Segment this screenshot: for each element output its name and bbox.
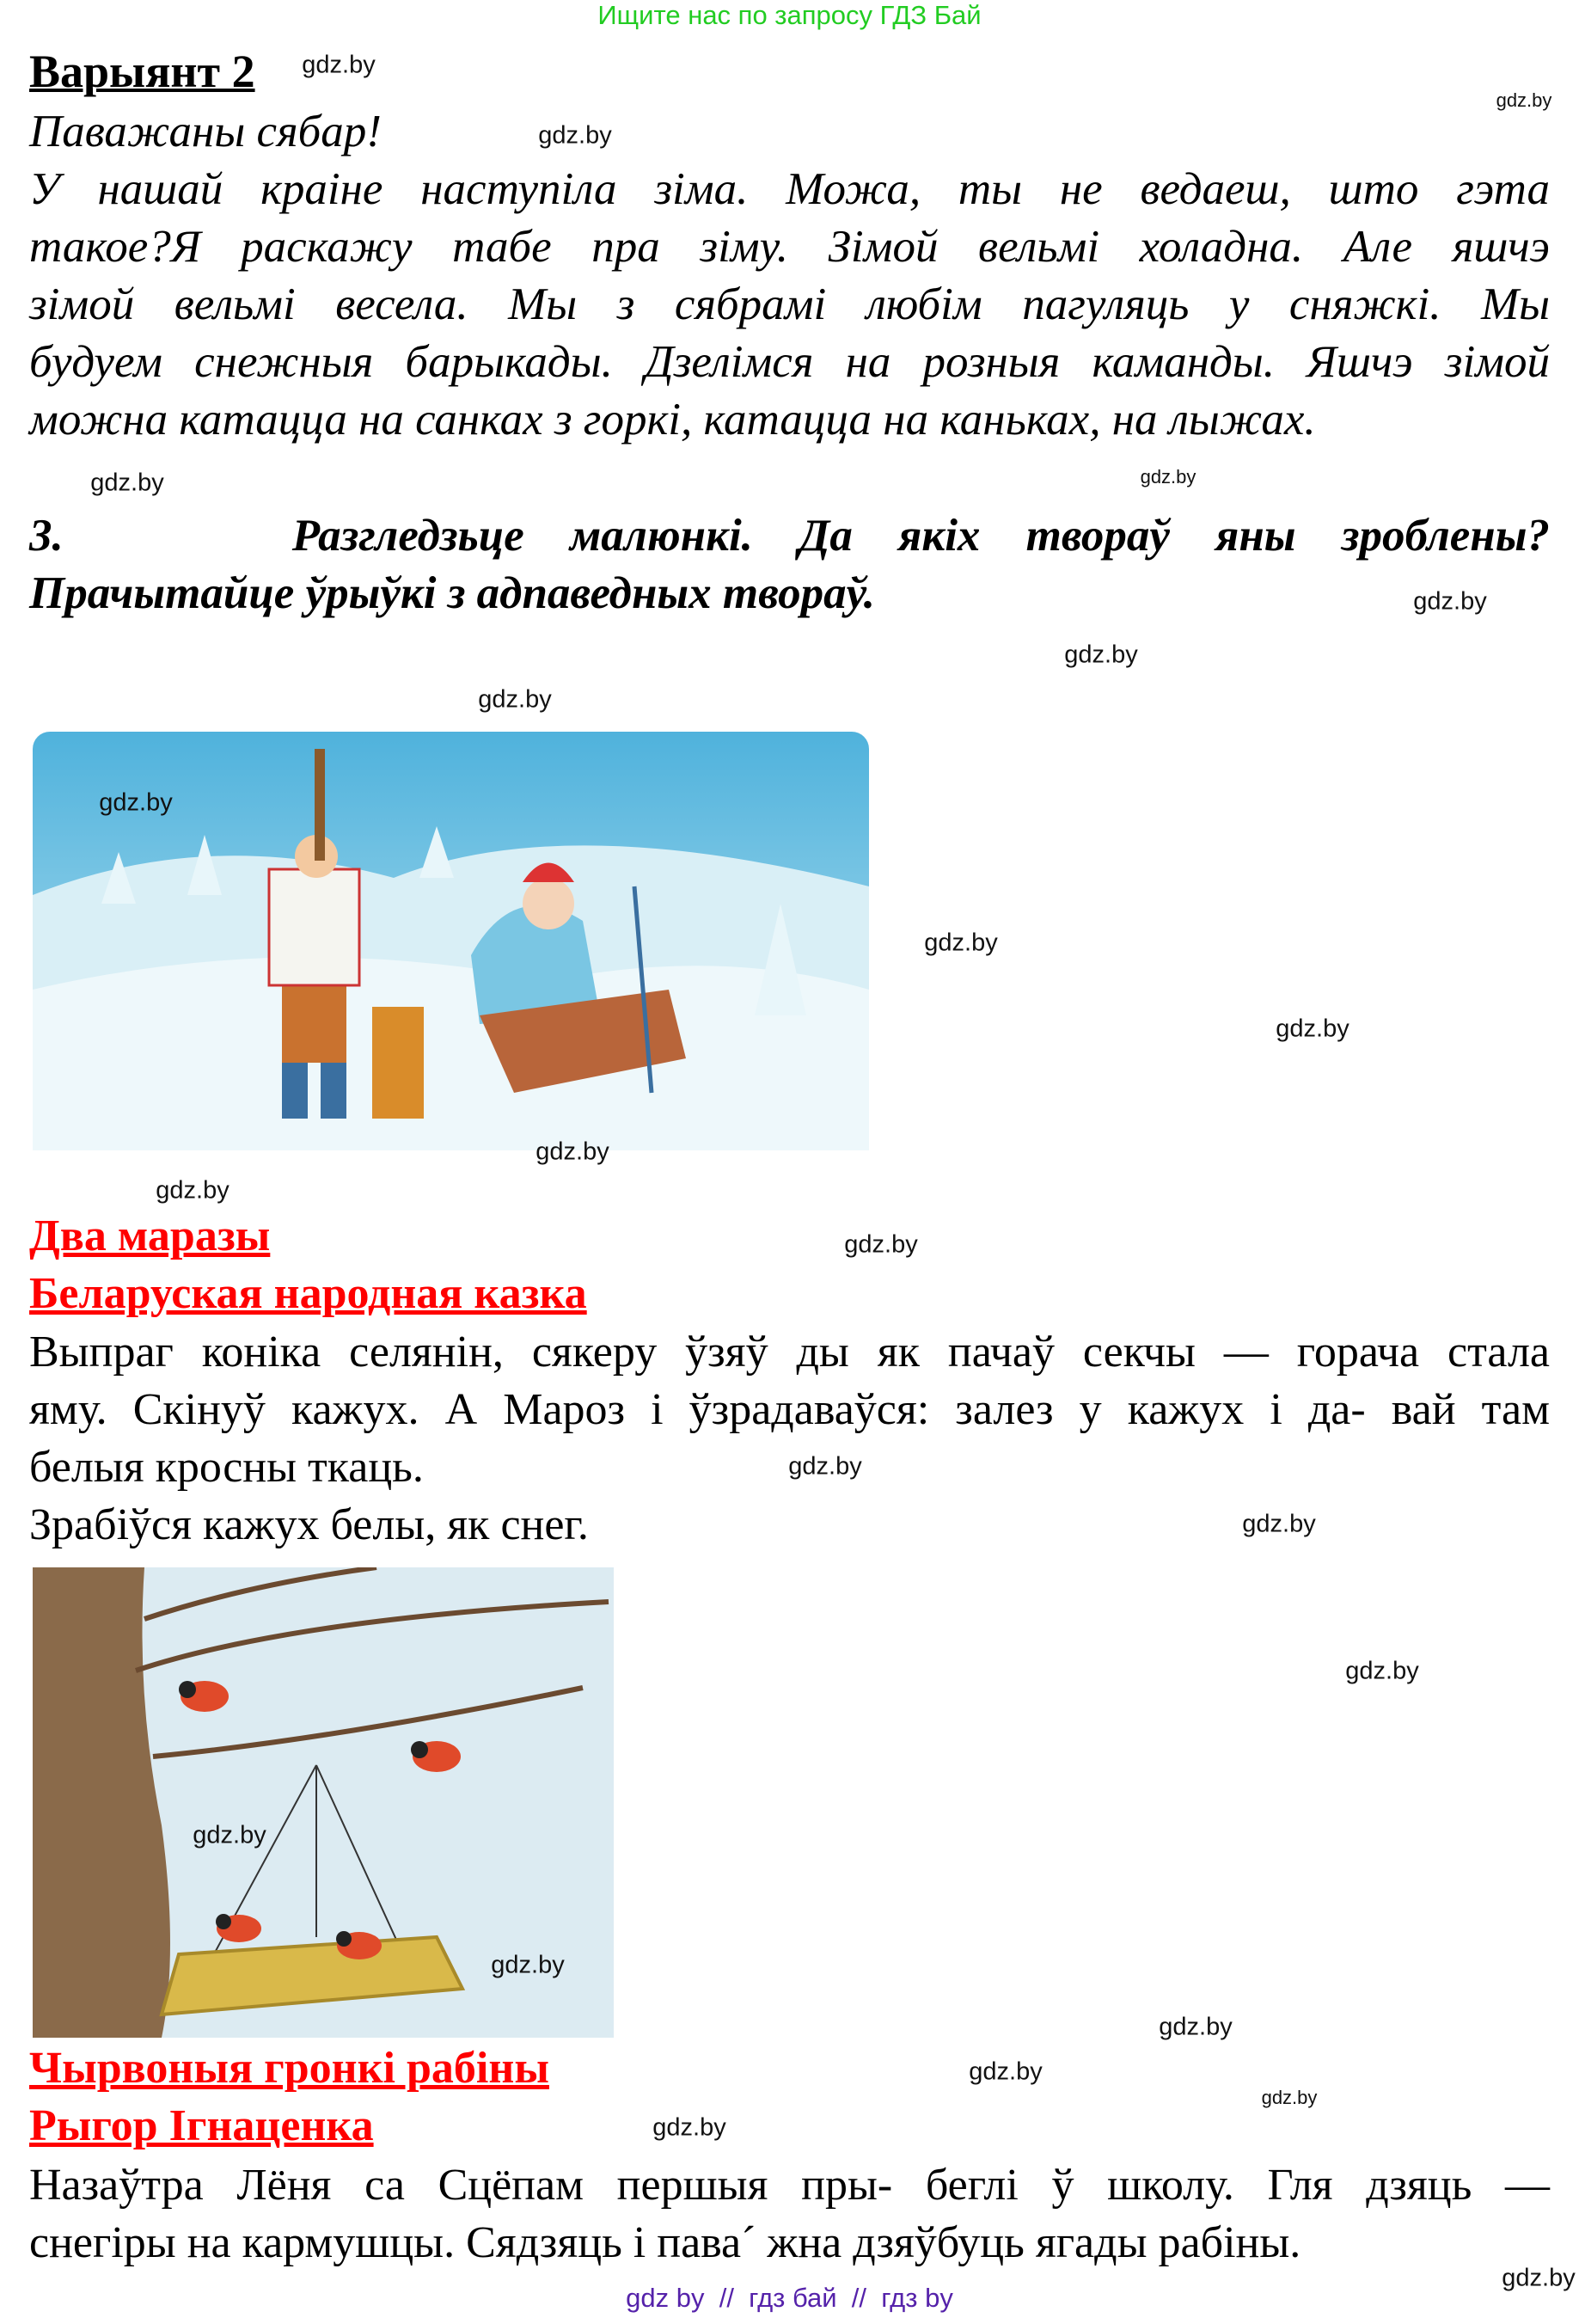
variant-title: Варыянт 2 xyxy=(29,46,255,97)
watermark: gdz.by xyxy=(1413,587,1487,616)
watermark: gdz.by xyxy=(478,685,552,714)
story1-author: Беларуская народная казка xyxy=(29,1269,587,1318)
watermark: gdz.by xyxy=(1140,466,1196,487)
watermark: gdz.by xyxy=(491,1951,565,1979)
watermark: gdz.by xyxy=(302,51,376,79)
watermark: gdz.by xyxy=(538,121,612,150)
task-heading: 3. Разгледзьце малюнкі. Да якіх твораў яны зроблены? xyxy=(29,511,1550,561)
story1-line: Зрабіўся кажух белы, як снег. xyxy=(29,1500,589,1549)
watermark: gdz.by xyxy=(844,1230,918,1259)
task-heading: Прачытайце ўрыўкі з адпаведных твораў. xyxy=(29,568,876,618)
watermark: gdz.by xyxy=(193,1821,266,1849)
watermark: gdz.by xyxy=(99,788,173,817)
watermark: gdz.by xyxy=(969,2057,1043,2086)
letter-line: зімой вельмі весела. Мы з сябрамі любім пагуляць у сняжкі. Мы xyxy=(29,279,1550,329)
header-note: Ищите нас по запросу ГДЗ Бай xyxy=(597,0,982,30)
story2-line: Назаўтра Лёня са Сцёпам першыя пры- беглі ў школу. Гля дзяць — xyxy=(29,2161,1550,2210)
letter-line: можна катацца на санках з горкі, катацца на каньках, на лыжах. xyxy=(29,395,1316,445)
footer-links[interactable]: gdz by // гдз бай // гдз by xyxy=(626,2283,953,2313)
story2-title: Чырвоныя гронкі рабіны xyxy=(29,2044,549,2093)
watermark: gdz.by xyxy=(90,469,164,497)
story1-line: Выпраг коніка селянін, сякеру ўзяў ды як пачаў секчы — горача стала xyxy=(29,1328,1550,1377)
letter-greeting: Паважаны сябар! xyxy=(29,107,382,156)
story1-title: Два маразы xyxy=(29,1211,271,1260)
watermark: gdz.by xyxy=(1496,89,1552,111)
watermark: gdz.by xyxy=(1261,2087,1318,2108)
watermark: gdz.by xyxy=(1345,1657,1419,1685)
letter-line: У нашай краіне наступіла зіма. Можа, ты не ведаеш, што гэта xyxy=(29,164,1550,214)
story1-line: яму. Скінуў кажух. А Мароз і ўзрадаваўся: залез у кажух і да- вай там xyxy=(29,1385,1550,1434)
watermark: gdz.by xyxy=(536,1137,609,1166)
story2-line: снегіры на кармушцы. Сядзяць і пава´ жна дзяўбуць ягады рабіны. xyxy=(29,2218,1301,2267)
watermark: gdz.by xyxy=(1276,1015,1349,1043)
watermark: gdz.by xyxy=(1242,1510,1316,1538)
watermark: gdz.by xyxy=(156,1176,230,1205)
watermark: gdz.by xyxy=(1159,2013,1233,2041)
watermark: gdz.by xyxy=(1064,641,1138,669)
watermark: gdz.by xyxy=(924,929,998,957)
watermark: gdz.by xyxy=(1502,2264,1576,2292)
letter-line: такое?Я раскажу табе пра зіму. Зімой вельмі холадна. Але яшчэ xyxy=(29,222,1550,272)
story1-line: белыя кросны ткаць. xyxy=(29,1443,424,1492)
letter-line: будуем снежныя барыкады. Дзелімся на розныя каманды. Яшчэ зімой xyxy=(29,337,1550,387)
watermark: gdz.by xyxy=(652,2113,726,2142)
watermark: gdz.by xyxy=(788,1452,862,1481)
story2-author: Рыгор Ігнаценка xyxy=(29,2101,374,2150)
